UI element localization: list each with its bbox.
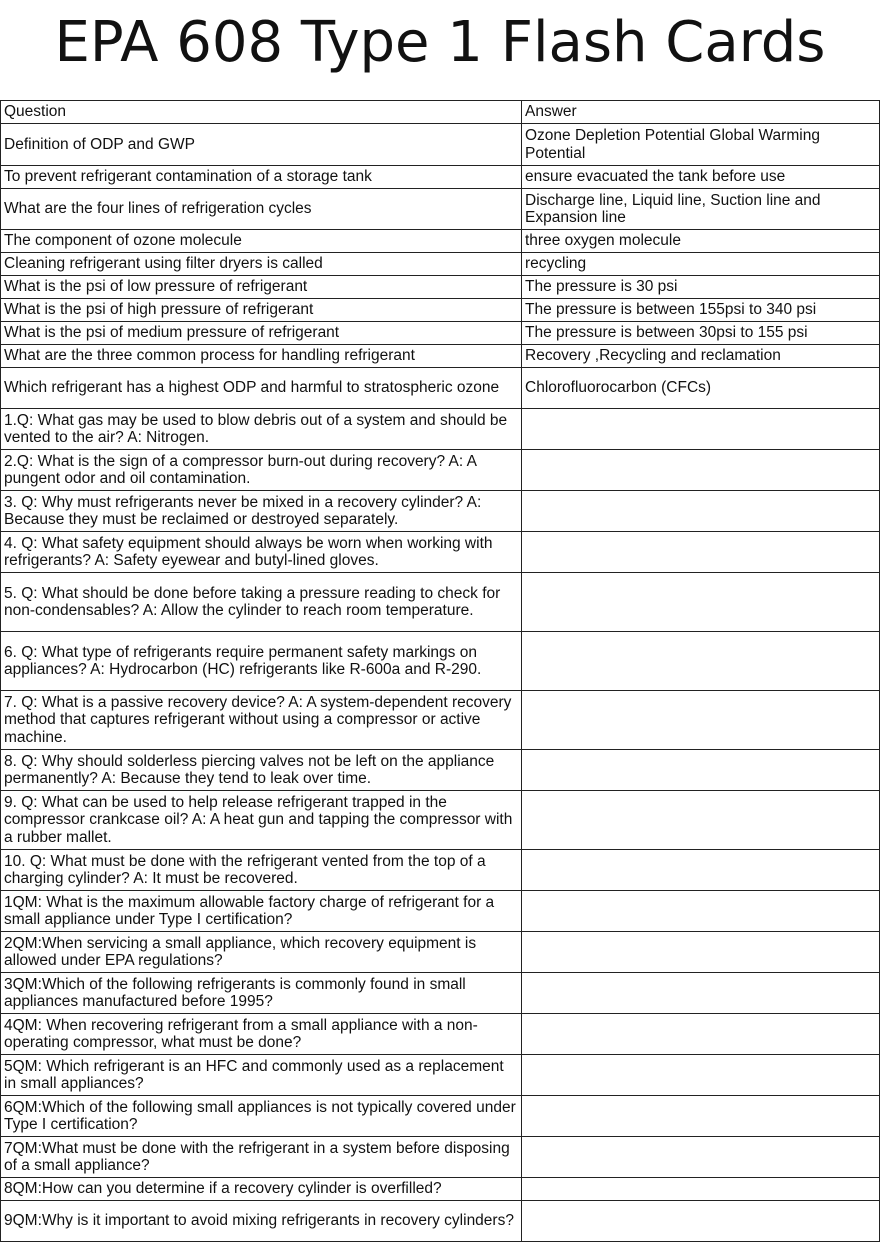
- answer-cell: [522, 1096, 880, 1137]
- answer-cell: [522, 450, 880, 491]
- answer-cell: [522, 791, 880, 850]
- table-header-row: [1, 101, 880, 124]
- question-cell: 2.Q: What is the sign of a compressor burn-out during recovery? A: A pungent odor and oil contamination.: [1, 450, 522, 491]
- column-header-question: Question: [1, 101, 522, 124]
- table-row: [1, 532, 880, 573]
- table-row: [1, 124, 880, 166]
- table-row: [1, 450, 880, 491]
- answer-cell: [522, 1201, 880, 1242]
- table-row: [1, 1014, 880, 1055]
- answer-cell: [522, 1137, 880, 1178]
- question-cell: 6QM:Which of the following small appliances is not typically covered under Type I certification?: [1, 1096, 522, 1137]
- flash-card-table: [0, 100, 880, 1242]
- question-cell: Definition of ODP and GWP: [1, 124, 522, 166]
- answer-cell: The pressure is between 30psi to 155 psi: [522, 322, 880, 345]
- question-cell: 1QM: What is the maximum allowable factory charge of refrigerant for a small appliance under Type I certification?: [1, 891, 522, 932]
- table-row: [1, 1096, 880, 1137]
- answer-cell: The pressure is 30 psi: [522, 276, 880, 299]
- question-cell: 4. Q: What safety equipment should always be worn when working with refrigerants? A: Safety eyewear and butyl-lined gloves.: [1, 532, 522, 573]
- table-row: [1, 891, 880, 932]
- question-cell: 3. Q: Why must refrigerants never be mixed in a recovery cylinder? A: Because they must be reclaimed or destroyed separately.: [1, 491, 522, 532]
- question-cell: 10. Q: What must be done with the refrigerant vented from the top of a charging cylinder? A: It must be recovered.: [1, 850, 522, 891]
- question-cell: Which refrigerant has a highest ODP and harmful to stratospheric ozone: [1, 368, 522, 409]
- answer-cell: [522, 850, 880, 891]
- answer-cell: [522, 932, 880, 973]
- table-row: [1, 1055, 880, 1096]
- question-cell: 1.Q: What gas may be used to blow debris out of a system and should be vented to the air? A: Nitrogen.: [1, 409, 522, 450]
- table-row: [1, 230, 880, 253]
- table-row: [1, 409, 880, 450]
- table-row: [1, 166, 880, 189]
- question-cell: What is the psi of medium pressure of refrigerant: [1, 322, 522, 345]
- table-row: [1, 1178, 880, 1201]
- question-cell: 3QM:Which of the following refrigerants is commonly found in small appliances manufactured before 1995?: [1, 973, 522, 1014]
- answer-cell: [522, 409, 880, 450]
- question-cell: The component of ozone molecule: [1, 230, 522, 253]
- question-cell: What are the four lines of refrigeration cycles: [1, 189, 522, 230]
- table-row: [1, 750, 880, 791]
- table-row: [1, 791, 880, 850]
- table-row: [1, 573, 880, 632]
- answer-cell: [522, 632, 880, 691]
- question-cell: 9QM:Why is it important to avoid mixing refrigerants in recovery cylinders?: [1, 1201, 522, 1242]
- answer-cell: [522, 1055, 880, 1096]
- answer-cell: Discharge line, Liquid line, Suction line and Expansion line: [522, 189, 880, 230]
- table-row: [1, 1201, 880, 1242]
- question-cell: What is the psi of high pressure of refrigerant: [1, 299, 522, 322]
- table-row: [1, 632, 880, 691]
- table-row: [1, 691, 880, 750]
- answer-cell: Recovery ,Recycling and reclamation: [522, 345, 880, 368]
- column-header-answer: Answer: [522, 101, 880, 124]
- table-row: [1, 253, 880, 276]
- question-cell: 2QM:When servicing a small appliance, which recovery equipment is allowed under EPA regulations?: [1, 932, 522, 973]
- answer-cell: [522, 750, 880, 791]
- answer-cell: [522, 691, 880, 750]
- question-cell: Cleaning refrigerant using filter dryers is called: [1, 253, 522, 276]
- answer-cell: recycling: [522, 253, 880, 276]
- answer-cell: The pressure is between 155psi to 340 psi: [522, 299, 880, 322]
- question-cell: 4QM: When recovering refrigerant from a small appliance with a non-operating compressor, what must be done?: [1, 1014, 522, 1055]
- table-row: [1, 299, 880, 322]
- answer-cell: Chlorofluorocarbon (CFCs): [522, 368, 880, 409]
- answer-cell: [522, 1178, 880, 1201]
- page-title: EPA 608 Type 1 Flash Cards: [54, 10, 826, 75]
- answer-cell: [522, 891, 880, 932]
- answer-cell: [522, 532, 880, 573]
- question-cell: 7QM:What must be done with the refrigerant in a system before disposing of a small appliance?: [1, 1137, 522, 1178]
- question-cell: What are the three common process for handling refrigerant: [1, 345, 522, 368]
- answer-cell: [522, 1014, 880, 1055]
- answer-cell: [522, 573, 880, 632]
- question-cell: 8. Q: Why should solderless piercing valves not be left on the appliance permanently? A: Because they tend to leak over time.: [1, 750, 522, 791]
- table-row: [1, 850, 880, 891]
- answer-cell: Ozone Depletion Potential Global Warming Potential: [522, 124, 880, 166]
- question-cell: 5QM: Which refrigerant is an HFC and commonly used as a replacement in small appliances?: [1, 1055, 522, 1096]
- table-row: [1, 932, 880, 973]
- answer-cell: [522, 491, 880, 532]
- table-row: [1, 276, 880, 299]
- answer-cell: three oxygen molecule: [522, 230, 880, 253]
- question-cell: To prevent refrigerant contamination of a storage tank: [1, 166, 522, 189]
- table-row: [1, 368, 880, 409]
- answer-cell: [522, 973, 880, 1014]
- table-row: [1, 973, 880, 1014]
- table-row: [1, 345, 880, 368]
- question-cell: What is the psi of low pressure of refrigerant: [1, 276, 522, 299]
- question-cell: 8QM:How can you determine if a recovery cylinder is overfilled?: [1, 1178, 522, 1201]
- table-row: [1, 491, 880, 532]
- table-row: [1, 1137, 880, 1178]
- question-cell: 9. Q: What can be used to help release refrigerant trapped in the compressor crankcase oil? A: A heat gun and tapping the compressor with a rubber mallet.: [1, 791, 522, 850]
- answer-cell: ensure evacuated the tank before use: [522, 166, 880, 189]
- table-row: [1, 322, 880, 345]
- table-row: [1, 189, 880, 230]
- question-cell: 6. Q: What type of refrigerants require permanent safety markings on appliances? A: Hydrocarbon (HC) refrigerants like R-600a and R-290.: [1, 632, 522, 691]
- question-cell: 7. Q: What is a passive recovery device? A: A system-dependent recovery method that captures refrigerant without using a compressor or active machine.: [1, 691, 522, 750]
- question-cell: 5. Q: What should be done before taking a pressure reading to check for non-condensables? A: Allow the cylinder to reach room temperature.: [1, 573, 522, 632]
